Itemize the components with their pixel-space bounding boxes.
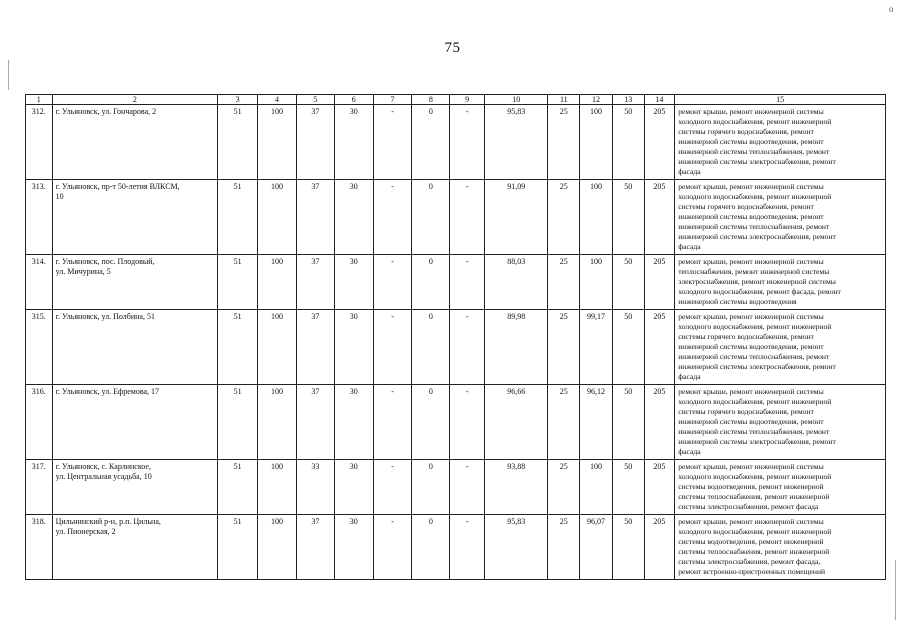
address-cell-line: г. Ульяновск, ул. Гончарова, 2 bbox=[55, 107, 157, 116]
column-header-3: 3 bbox=[218, 95, 258, 105]
work-description-line: системы электроснабжения, ремонт фасада bbox=[678, 502, 819, 511]
value-cell-c8: 0 bbox=[412, 310, 450, 385]
column-header-7: 7 bbox=[373, 95, 412, 105]
address-cell bbox=[52, 255, 218, 310]
scan-edge-right bbox=[895, 560, 896, 620]
work-description bbox=[675, 460, 886, 515]
value-cell-c6: 30 bbox=[334, 310, 373, 385]
address-cell-line: г. Ульяновск, с. Карлинское, bbox=[55, 462, 151, 471]
work-description-line: инженерной системы водоотведения, ремонт bbox=[678, 417, 824, 426]
row-number: 314. bbox=[26, 255, 53, 310]
column-header-14: 14 bbox=[644, 95, 675, 105]
value-cell-c6: 30 bbox=[334, 180, 373, 255]
value-cell-c3: 51 bbox=[218, 310, 258, 385]
value-cell-c9: - bbox=[450, 460, 485, 515]
value-cell-c13: 50 bbox=[612, 385, 644, 460]
address-cell-line: 10 bbox=[55, 192, 64, 201]
work-description-line: холодного водоснабжения, ремонт инженерной bbox=[678, 397, 832, 406]
work-description-line: ремонт крыши, ремонт инженерной системы bbox=[678, 107, 824, 116]
value-cell-c14: 205 bbox=[644, 385, 675, 460]
value-cell-c13: 50 bbox=[612, 255, 644, 310]
value-cell-c8: 0 bbox=[412, 255, 450, 310]
value-cell-c13: 50 bbox=[612, 310, 644, 385]
value-cell-c11: 25 bbox=[548, 385, 580, 460]
value-cell-c4: 100 bbox=[258, 310, 297, 385]
table-row bbox=[26, 515, 886, 580]
value-cell-c10: 91,09 bbox=[485, 180, 548, 255]
value-cell-c6: 30 bbox=[334, 255, 373, 310]
work-description-line: инженерной системы водоотведения, ремонт bbox=[678, 342, 824, 351]
value-cell-c5: 37 bbox=[296, 310, 334, 385]
work-description-line: ремонт встроенно-пристроенных помещений bbox=[678, 567, 826, 576]
table-row bbox=[26, 310, 886, 385]
value-cell-c7: - bbox=[373, 180, 412, 255]
column-header-13: 13 bbox=[612, 95, 644, 105]
work-description-line: инженерной системы электроснабжения, ремонт bbox=[678, 362, 836, 371]
value-cell-c8: 0 bbox=[412, 180, 450, 255]
value-cell-c3: 51 bbox=[218, 180, 258, 255]
work-description-line: ремонт крыши, ремонт инженерной системы bbox=[678, 312, 824, 321]
address-cell bbox=[52, 515, 218, 580]
value-cell-c9: - bbox=[450, 105, 485, 180]
work-description-line: электроснабжения, ремонт инженерной системы bbox=[678, 277, 836, 286]
column-number-row bbox=[26, 95, 886, 105]
work-description-line: холодного водоснабжения, ремонт инженерной bbox=[678, 322, 832, 331]
address-cell bbox=[52, 180, 218, 255]
address-cell-line: г. Ульяновск, ул. Ефремова, 17 bbox=[55, 387, 160, 396]
work-description-line: ремонт крыши, ремонт инженерной системы bbox=[678, 182, 824, 191]
value-cell-c10: 95,83 bbox=[485, 105, 548, 180]
value-cell-c12: 99,17 bbox=[580, 310, 613, 385]
work-description bbox=[675, 310, 886, 385]
table-body bbox=[26, 105, 886, 580]
value-cell-c7: - bbox=[373, 385, 412, 460]
work-description-line: системы водоотведения, ремонт инженерной bbox=[678, 482, 824, 491]
work-description bbox=[675, 385, 886, 460]
value-cell-c13: 50 bbox=[612, 180, 644, 255]
value-cell-c12: 100 bbox=[580, 105, 613, 180]
value-cell-c11: 25 bbox=[548, 255, 580, 310]
work-description-line: холодного водоснабжения, ремонт инженерной bbox=[678, 472, 832, 481]
value-cell-c7: - bbox=[373, 105, 412, 180]
row-number: 317. bbox=[26, 460, 53, 515]
work-description-line: инженерной системы теплоснабжения, ремонт bbox=[678, 352, 830, 361]
value-cell-c14: 205 bbox=[644, 180, 675, 255]
value-cell-c4: 100 bbox=[258, 180, 297, 255]
address-cell-line: г. Ульяновск, пр-т 50-летия ВЛКСМ, bbox=[55, 182, 180, 191]
value-cell-c8: 0 bbox=[412, 385, 450, 460]
work-description-line: инженерной системы теплоснабжения, ремонт bbox=[678, 147, 830, 156]
address-cell bbox=[52, 385, 218, 460]
column-header-11: 11 bbox=[548, 95, 580, 105]
address-cell-line: г. Ульяновск, ул. Полбина, 51 bbox=[55, 312, 155, 321]
value-cell-c10: 89,98 bbox=[485, 310, 548, 385]
value-cell-c12: 100 bbox=[580, 180, 613, 255]
column-header-12: 12 bbox=[580, 95, 613, 105]
work-description-line: системы водоотведения, ремонт инженерной bbox=[678, 537, 824, 546]
work-description-line: системы электроснабжения, ремонт фасада, bbox=[678, 557, 821, 566]
address-cell-line: ул. Мичурина, 5 bbox=[55, 267, 111, 276]
address-cell bbox=[52, 310, 218, 385]
address-cell-line: ул. Центральная усадьба, 10 bbox=[55, 472, 152, 481]
value-cell-c4: 100 bbox=[258, 105, 297, 180]
work-description-line: инженерной системы теплоснабжения, ремонт bbox=[678, 427, 830, 436]
value-cell-c5: 37 bbox=[296, 255, 334, 310]
value-cell-c11: 25 bbox=[548, 460, 580, 515]
value-cell-c3: 51 bbox=[218, 255, 258, 310]
value-cell-c6: 30 bbox=[334, 460, 373, 515]
work-description-line: системы горячего водоснабжения, ремонт bbox=[678, 407, 814, 416]
value-cell-c3: 51 bbox=[218, 515, 258, 580]
value-cell-c12: 100 bbox=[580, 255, 613, 310]
work-description-line: ремонт крыши, ремонт инженерной системы bbox=[678, 517, 824, 526]
value-cell-c12: 96,07 bbox=[580, 515, 613, 580]
address-cell-line: г. Ульяновск, пос. Плодовый, bbox=[55, 257, 155, 266]
row-number: 316. bbox=[26, 385, 53, 460]
work-description-line: системы горячего водоснабжения, ремонт bbox=[678, 127, 814, 136]
value-cell-c4: 100 bbox=[258, 385, 297, 460]
work-description bbox=[675, 515, 886, 580]
scan-edge-left bbox=[8, 60, 9, 90]
value-cell-c8: 0 bbox=[412, 515, 450, 580]
work-description-line: системы теплоснабжения, ремонт инженерной bbox=[678, 492, 830, 501]
work-description-line: инженерной системы электроснабжения, ремонт bbox=[678, 157, 836, 166]
work-description-line: инженерной системы теплоснабжения, ремонт bbox=[678, 222, 830, 231]
table-row bbox=[26, 385, 886, 460]
value-cell-c8: 0 bbox=[412, 460, 450, 515]
work-description-line: фасада bbox=[678, 167, 701, 176]
work-description-line: инженерной системы водоотведения, ремонт bbox=[678, 212, 824, 221]
work-description-line: инженерной системы электроснабжения, ремонт bbox=[678, 232, 836, 241]
work-description-line: холодного водоснабжения, ремонт инженерной bbox=[678, 192, 832, 201]
value-cell-c12: 96,12 bbox=[580, 385, 613, 460]
table-row bbox=[26, 105, 886, 180]
address-cell-line: Цильнинский р-н, р.п. Цильна, bbox=[55, 517, 161, 526]
value-cell-c4: 100 bbox=[258, 515, 297, 580]
value-cell-c7: - bbox=[373, 460, 412, 515]
value-cell-c5: 37 bbox=[296, 180, 334, 255]
value-cell-c10: 88,03 bbox=[485, 255, 548, 310]
value-cell-c14: 205 bbox=[644, 105, 675, 180]
row-number: 318. bbox=[26, 515, 53, 580]
page-number: 75 bbox=[444, 40, 461, 56]
value-cell-c10: 93,88 bbox=[485, 460, 548, 515]
value-cell-c11: 25 bbox=[548, 180, 580, 255]
value-cell-c5: 37 bbox=[296, 515, 334, 580]
column-header-15: 15 bbox=[675, 95, 886, 105]
value-cell-c14: 205 bbox=[644, 515, 675, 580]
value-cell-c11: 25 bbox=[548, 105, 580, 180]
value-cell-c13: 50 bbox=[612, 515, 644, 580]
work-description-line: инженерной системы водоотведения, ремонт bbox=[678, 137, 824, 146]
column-header-4: 4 bbox=[258, 95, 297, 105]
column-header-1: 1 bbox=[26, 95, 53, 105]
repair-schedule-table bbox=[25, 94, 886, 580]
corner-mark: o bbox=[889, 4, 894, 14]
table-row bbox=[26, 460, 886, 515]
row-number: 312. bbox=[26, 105, 53, 180]
value-cell-c5: 37 bbox=[296, 105, 334, 180]
column-header-6: 6 bbox=[334, 95, 373, 105]
work-description-line: системы горячего водоснабжения, ремонт bbox=[678, 332, 814, 341]
value-cell-c6: 30 bbox=[334, 515, 373, 580]
table-row bbox=[26, 180, 886, 255]
value-cell-c3: 51 bbox=[218, 460, 258, 515]
value-cell-c9: - bbox=[450, 385, 485, 460]
work-description bbox=[675, 105, 886, 180]
value-cell-c13: 50 bbox=[612, 460, 644, 515]
value-cell-c9: - bbox=[450, 180, 485, 255]
address-cell bbox=[52, 105, 218, 180]
value-cell-c5: 37 bbox=[296, 385, 334, 460]
value-cell-c14: 205 bbox=[644, 310, 675, 385]
work-description-line: ремонт крыши, ремонт инженерной системы bbox=[678, 387, 824, 396]
work-description-line: фасада bbox=[678, 242, 701, 251]
value-cell-c5: 33 bbox=[296, 460, 334, 515]
column-header-10: 10 bbox=[485, 95, 548, 105]
value-cell-c9: - bbox=[450, 310, 485, 385]
column-header-8: 8 bbox=[412, 95, 450, 105]
work-description-line: холодного водоснабжения, ремонт инженерной bbox=[678, 527, 832, 536]
address-cell-line: ул. Пионерская, 2 bbox=[55, 527, 116, 536]
work-description-line: холодного водоснабжения, ремонт инженерной bbox=[678, 117, 832, 126]
work-description-line: инженерной системы электроснабжения, ремонт bbox=[678, 437, 836, 446]
value-cell-c10: 95,83 bbox=[485, 515, 548, 580]
row-number: 313. bbox=[26, 180, 53, 255]
value-cell-c11: 25 bbox=[548, 310, 580, 385]
value-cell-c7: - bbox=[373, 515, 412, 580]
work-description-line: инженерной системы водоотведения bbox=[678, 297, 797, 306]
value-cell-c9: - bbox=[450, 515, 485, 580]
value-cell-c12: 100 bbox=[580, 460, 613, 515]
value-cell-c4: 100 bbox=[258, 255, 297, 310]
value-cell-c14: 205 bbox=[644, 460, 675, 515]
work-description-line: теплоснабжения, ремонт инженерной системы bbox=[678, 267, 830, 276]
work-description-line: холодного водоснабжения, ремонт фасада, ремонт bbox=[678, 287, 841, 296]
column-header-5: 5 bbox=[296, 95, 334, 105]
value-cell-c9: - bbox=[450, 255, 485, 310]
value-cell-c6: 30 bbox=[334, 105, 373, 180]
value-cell-c14: 205 bbox=[644, 255, 675, 310]
value-cell-c3: 51 bbox=[218, 105, 258, 180]
column-header-9: 9 bbox=[450, 95, 485, 105]
work-description-line: системы теплоснабжения, ремонт инженерной bbox=[678, 547, 830, 556]
value-cell-c7: - bbox=[373, 310, 412, 385]
value-cell-c6: 30 bbox=[334, 385, 373, 460]
value-cell-c7: - bbox=[373, 255, 412, 310]
value-cell-c4: 100 bbox=[258, 460, 297, 515]
work-description-line: фасада bbox=[678, 372, 701, 381]
table-row bbox=[26, 255, 886, 310]
value-cell-c13: 50 bbox=[612, 105, 644, 180]
value-cell-c8: 0 bbox=[412, 105, 450, 180]
value-cell-c10: 96,66 bbox=[485, 385, 548, 460]
work-description-line: фасада bbox=[678, 447, 701, 456]
column-header-2: 2 bbox=[52, 95, 218, 105]
work-description-line: ремонт крыши, ремонт инженерной системы bbox=[678, 462, 824, 471]
work-description bbox=[675, 180, 886, 255]
work-description-line: ремонт крыши, ремонт инженерной системы bbox=[678, 257, 824, 266]
work-description-line: системы горячего водоснабжения, ремонт bbox=[678, 202, 814, 211]
row-number: 315. bbox=[26, 310, 53, 385]
value-cell-c3: 51 bbox=[218, 385, 258, 460]
value-cell-c11: 25 bbox=[548, 515, 580, 580]
address-cell bbox=[52, 460, 218, 515]
work-description bbox=[675, 255, 886, 310]
